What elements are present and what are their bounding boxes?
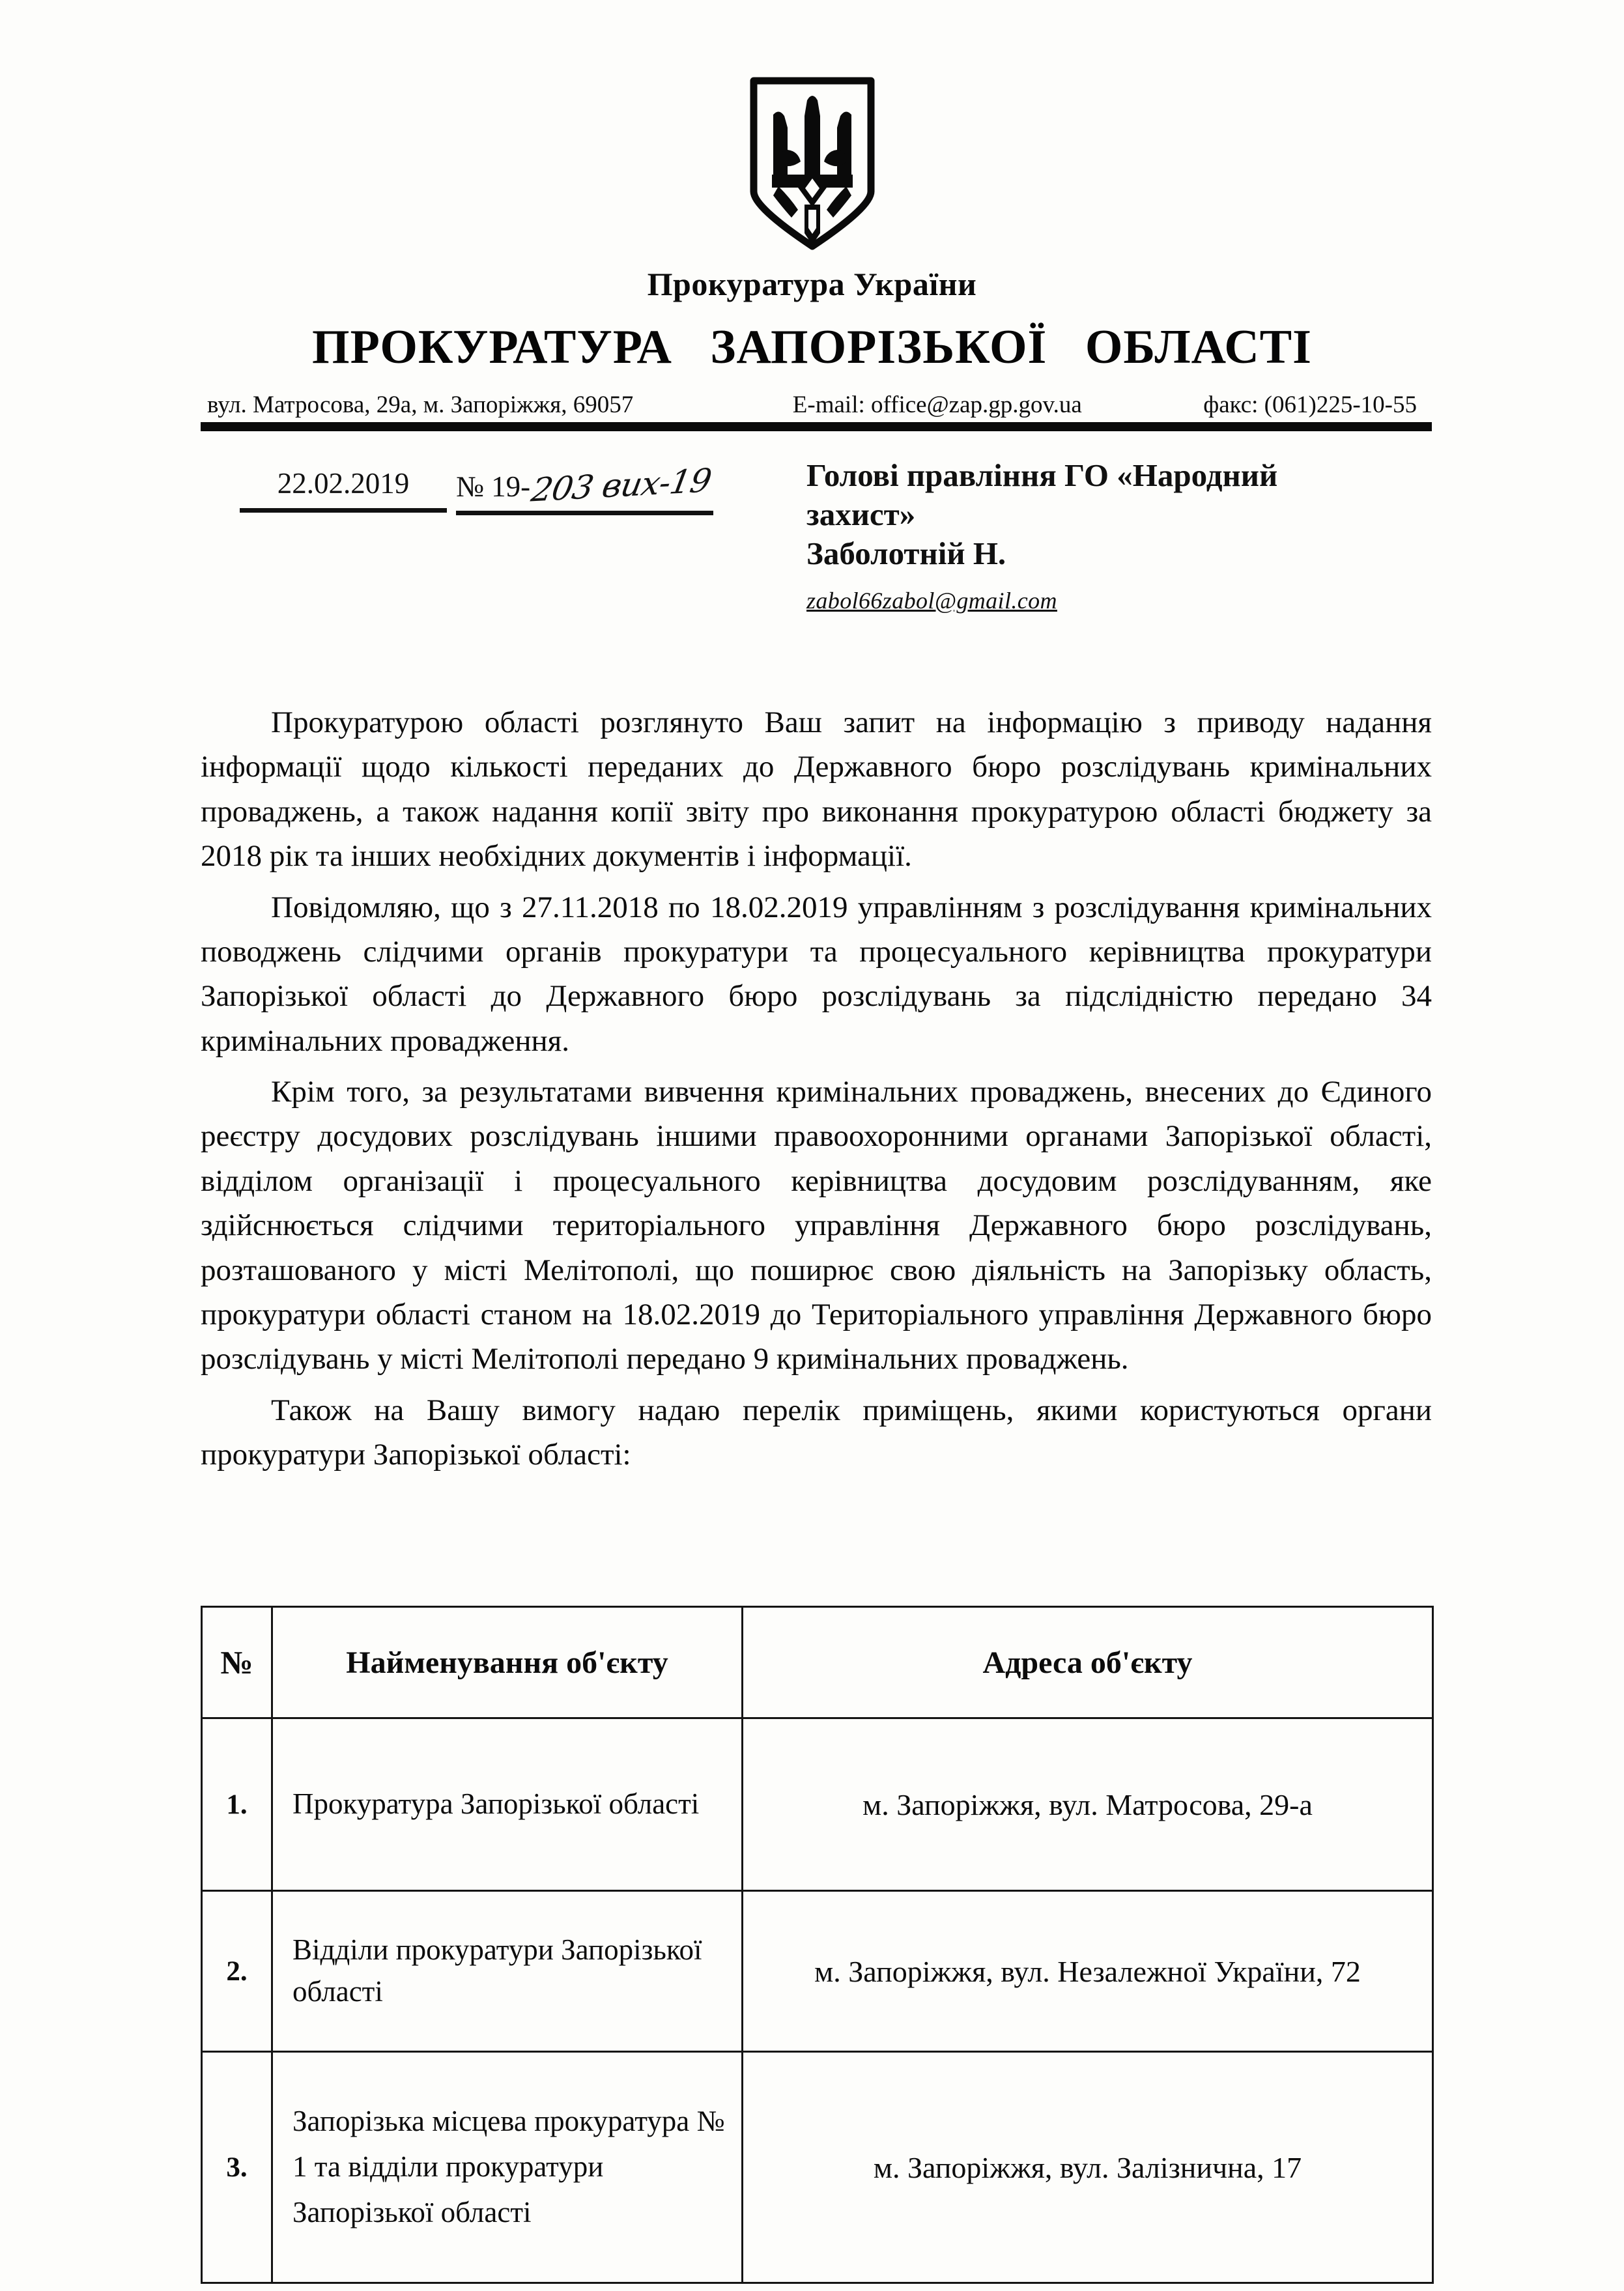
body-paragraph-4: Також на Вашу вимогу надаю перелік приміщень, якими користуються органи прокуратури Запорізької області: bbox=[201, 1393, 1432, 1472]
table-row bbox=[202, 1718, 1433, 1891]
document-date-field bbox=[240, 466, 447, 513]
row-object-name: Запорізька місцева прокуратура № 1 та відділи прокуратури Запорізької області bbox=[272, 2052, 743, 2283]
letterhead-divider-rule bbox=[201, 422, 1432, 431]
letter-body bbox=[201, 700, 1432, 1483]
table-header-row bbox=[202, 1607, 1433, 1718]
number-underline bbox=[456, 511, 713, 515]
document-number-line bbox=[456, 461, 715, 509]
table-header-number: № bbox=[202, 1607, 272, 1718]
addressee-line-1: Голові правління ГО «Народний bbox=[806, 457, 1278, 493]
document-number-prefix: № 19- bbox=[456, 470, 531, 503]
body-paragraph-2: Повідомляю, що з 27.11.2018 по 18.02.2019 управлінням з розслідування кримінальних поводжень слідчими органів прокуратури та процесуального керівництва прокуратури Запорізької області до Державного бюро розслідувань за підслідністю передано 34 кримінальних провадження. bbox=[201, 890, 1432, 1058]
document-date: 22.02.2019 bbox=[277, 467, 410, 500]
row-number: 3. bbox=[202, 2052, 272, 2283]
table-header-address: Адреса об'єкту bbox=[743, 1607, 1433, 1718]
body-paragraph-3: Крім того, за результатами вивчення кримінальних проваджень, внесених до Єдиного реєстру досудових розслідувань іншими правоохоронними органами Запорізької області, відділом організації і процесуального керівництва досудовим розслідуванням, яке здійснюється слідчими територіального управління Державного бюро розслідувань, розташованого у місті Мелітополі, що поширює свою діяльність на Запорізьку область, прокуратури області станом на 18.02.2019 до Територіального управління Державного бюро розслідувань у місті Мелітополі передано 9 кримінальних проваджень. bbox=[201, 1075, 1432, 1376]
addressee-name: Заболотній Н. bbox=[806, 535, 1006, 571]
addressee-line-2: захист» bbox=[806, 496, 916, 532]
row-number: 1. bbox=[202, 1718, 272, 1891]
letterhead-address: вул. Матросова, 29а, м. Запоріжжя, 69057 bbox=[207, 391, 634, 418]
addressee-email[interactable]: zabol66zabol@gmail.com bbox=[806, 588, 1057, 614]
document-number-handwritten: 203 вих-19 bbox=[528, 461, 715, 509]
row-object-address: м. Запоріжжя, вул. Залізнична, 17 bbox=[743, 2052, 1433, 2283]
document-number-field bbox=[456, 461, 715, 515]
table-row bbox=[202, 2052, 1433, 2283]
ukraine-trident-coat-of-arms-icon bbox=[748, 77, 876, 250]
contacts-row bbox=[0, 391, 1624, 419]
letterhead-email: E-mail: office@zap.gp.gov.ua bbox=[792, 391, 1082, 418]
date-underline bbox=[240, 508, 447, 513]
body-paragraph-1: Прокуратурою області розглянуто Ваш запит на інформацію з приводу надання інформації щодо кількості переданих до Державного бюро розслідувань кримінальних проваджень, а також надання копії звіту про виконання прокуратурою області бюджету за 2018 рік та інших необхідних документів і інформації. bbox=[201, 705, 1432, 874]
addressee-block bbox=[806, 456, 1458, 616]
row-object-address: м. Запоріжжя, вул. Матросова, 29-а bbox=[743, 1718, 1433, 1891]
premises-table bbox=[201, 1606, 1434, 2284]
emblem-container bbox=[0, 0, 1624, 253]
table-header-name: Найменування об'єкту bbox=[272, 1607, 743, 1718]
letterhead bbox=[0, 0, 1624, 419]
organization-name-top: Прокуратура України bbox=[647, 266, 977, 302]
row-object-address: м. Запоріжжя, вул. Незалежної України, 72 bbox=[743, 1891, 1433, 2052]
row-object-name: Відділи прокуратури Запорізької області bbox=[272, 1891, 743, 2052]
row-object-name: Прокуратура Запорізької області bbox=[272, 1718, 743, 1891]
row-number: 2. bbox=[202, 1891, 272, 2052]
organization-name-main: ПРОКУРАТУРА ЗАПОРІЗЬКОЇ ОБЛАСТІ bbox=[312, 320, 1312, 374]
letterhead-fax: факс: (061)225-10-55 bbox=[1203, 391, 1417, 418]
document-meta-row bbox=[0, 456, 1624, 651]
table-row bbox=[202, 1891, 1433, 2052]
